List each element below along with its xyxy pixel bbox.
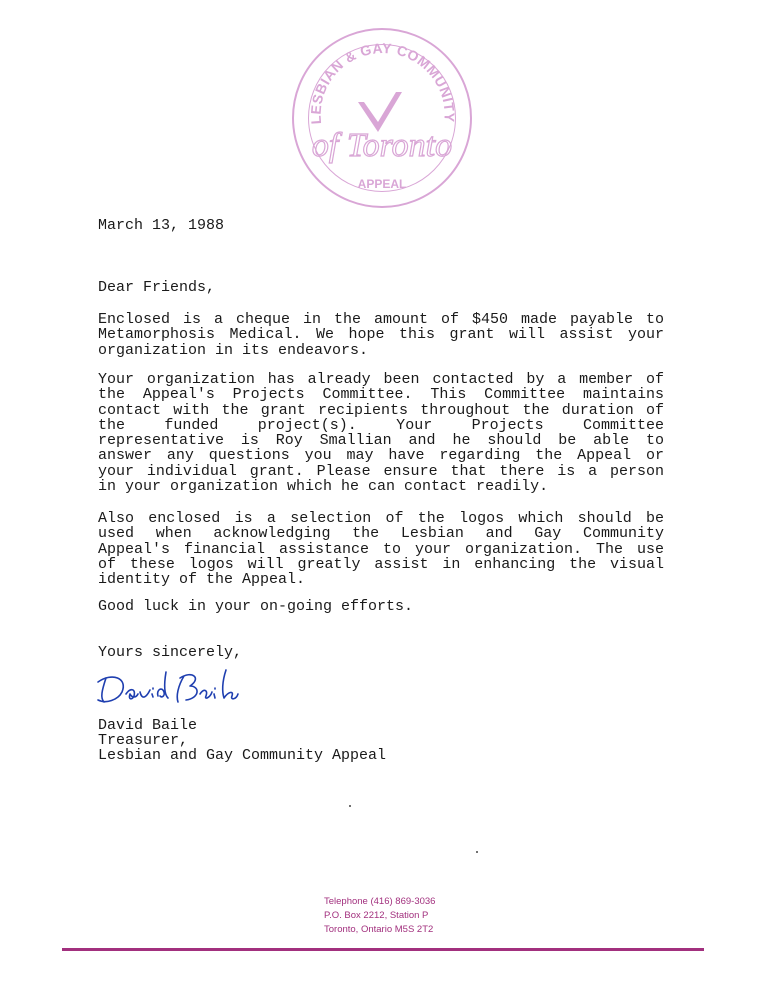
seal-arc-top-text: LESBIAN & GAY COMMUNITY xyxy=(307,39,458,125)
check-mark-icon xyxy=(358,92,402,132)
paragraph-line: organization in its endeavors. xyxy=(98,341,369,359)
paragraph-1 xyxy=(98,312,664,358)
seal-script-text: of Toronto xyxy=(311,127,453,164)
paragraph-line: contact with the grant recipients throughout the duration of xyxy=(98,401,664,419)
paragraph-line: in your organization which he can contact readily. xyxy=(98,478,549,496)
paragraph-line: your individual grant. Please ensure that there is a person xyxy=(98,462,664,480)
seal-arc-bottom-text: APPEAL xyxy=(357,177,407,191)
signer-name: David Baile xyxy=(98,717,198,734)
footer-address xyxy=(324,895,435,937)
paragraph-line: the funded project(s). Your Projects Committee xyxy=(98,416,664,434)
seal-artwork xyxy=(292,28,478,214)
good-luck-line: Good luck in your on-going efforts. xyxy=(98,598,414,615)
paragraph-line: answer any questions you may have regarding the Appeal or xyxy=(98,447,664,465)
paragraph-line: Also enclosed is a selection of the logos which should be xyxy=(98,510,664,527)
paragraph-2 xyxy=(98,372,664,494)
svg-text:LESBIAN & GAY COMMUNITY xyxy=(307,40,457,125)
letter-date: March 13, 1988 xyxy=(98,217,225,234)
closing-line: Yours sincerely, xyxy=(98,644,243,661)
paragraph-line: Enclosed is a cheque in the amount of $450 made payable to xyxy=(98,311,664,328)
paragraph-3 xyxy=(98,511,664,587)
paragraph-line: representative is Roy Smallian and he should be able to xyxy=(98,432,664,450)
paragraph-line: used when acknowledging the Lesbian and Gay Community xyxy=(98,525,664,543)
paragraph-line: Your organization has already been contacted by a member of xyxy=(98,371,664,388)
signer-title: Treasurer, xyxy=(98,732,189,749)
handwritten-signature xyxy=(92,664,242,710)
footer-telephone: Telephone (416) 869-3036 xyxy=(324,896,436,907)
footer-city: Toronto, Ontario M5S 2T2 xyxy=(324,924,434,935)
paragraph-line: of these logos will greatly assist in enhancing the visual xyxy=(98,555,664,573)
scan-speck xyxy=(476,851,478,853)
scan-speck xyxy=(349,805,351,807)
paragraph-line: Appeal's financial assistance to your organization. The use xyxy=(98,540,664,558)
paragraph-line: the Appeal's Projects Committee. This Committee maintains xyxy=(98,386,664,404)
appeal-seal-logo xyxy=(292,28,478,214)
signer-organization: Lesbian and Gay Community Appeal xyxy=(98,747,387,764)
salutation: Dear Friends, xyxy=(98,279,216,296)
paragraph-line: Metamorphosis Medical. We hope this grant will assist your xyxy=(98,326,664,344)
footer-po-box: P.O. Box 2212, Station P xyxy=(324,910,429,921)
footer-divider xyxy=(62,948,704,951)
paragraph-line: identity of the Appeal. xyxy=(98,571,306,589)
